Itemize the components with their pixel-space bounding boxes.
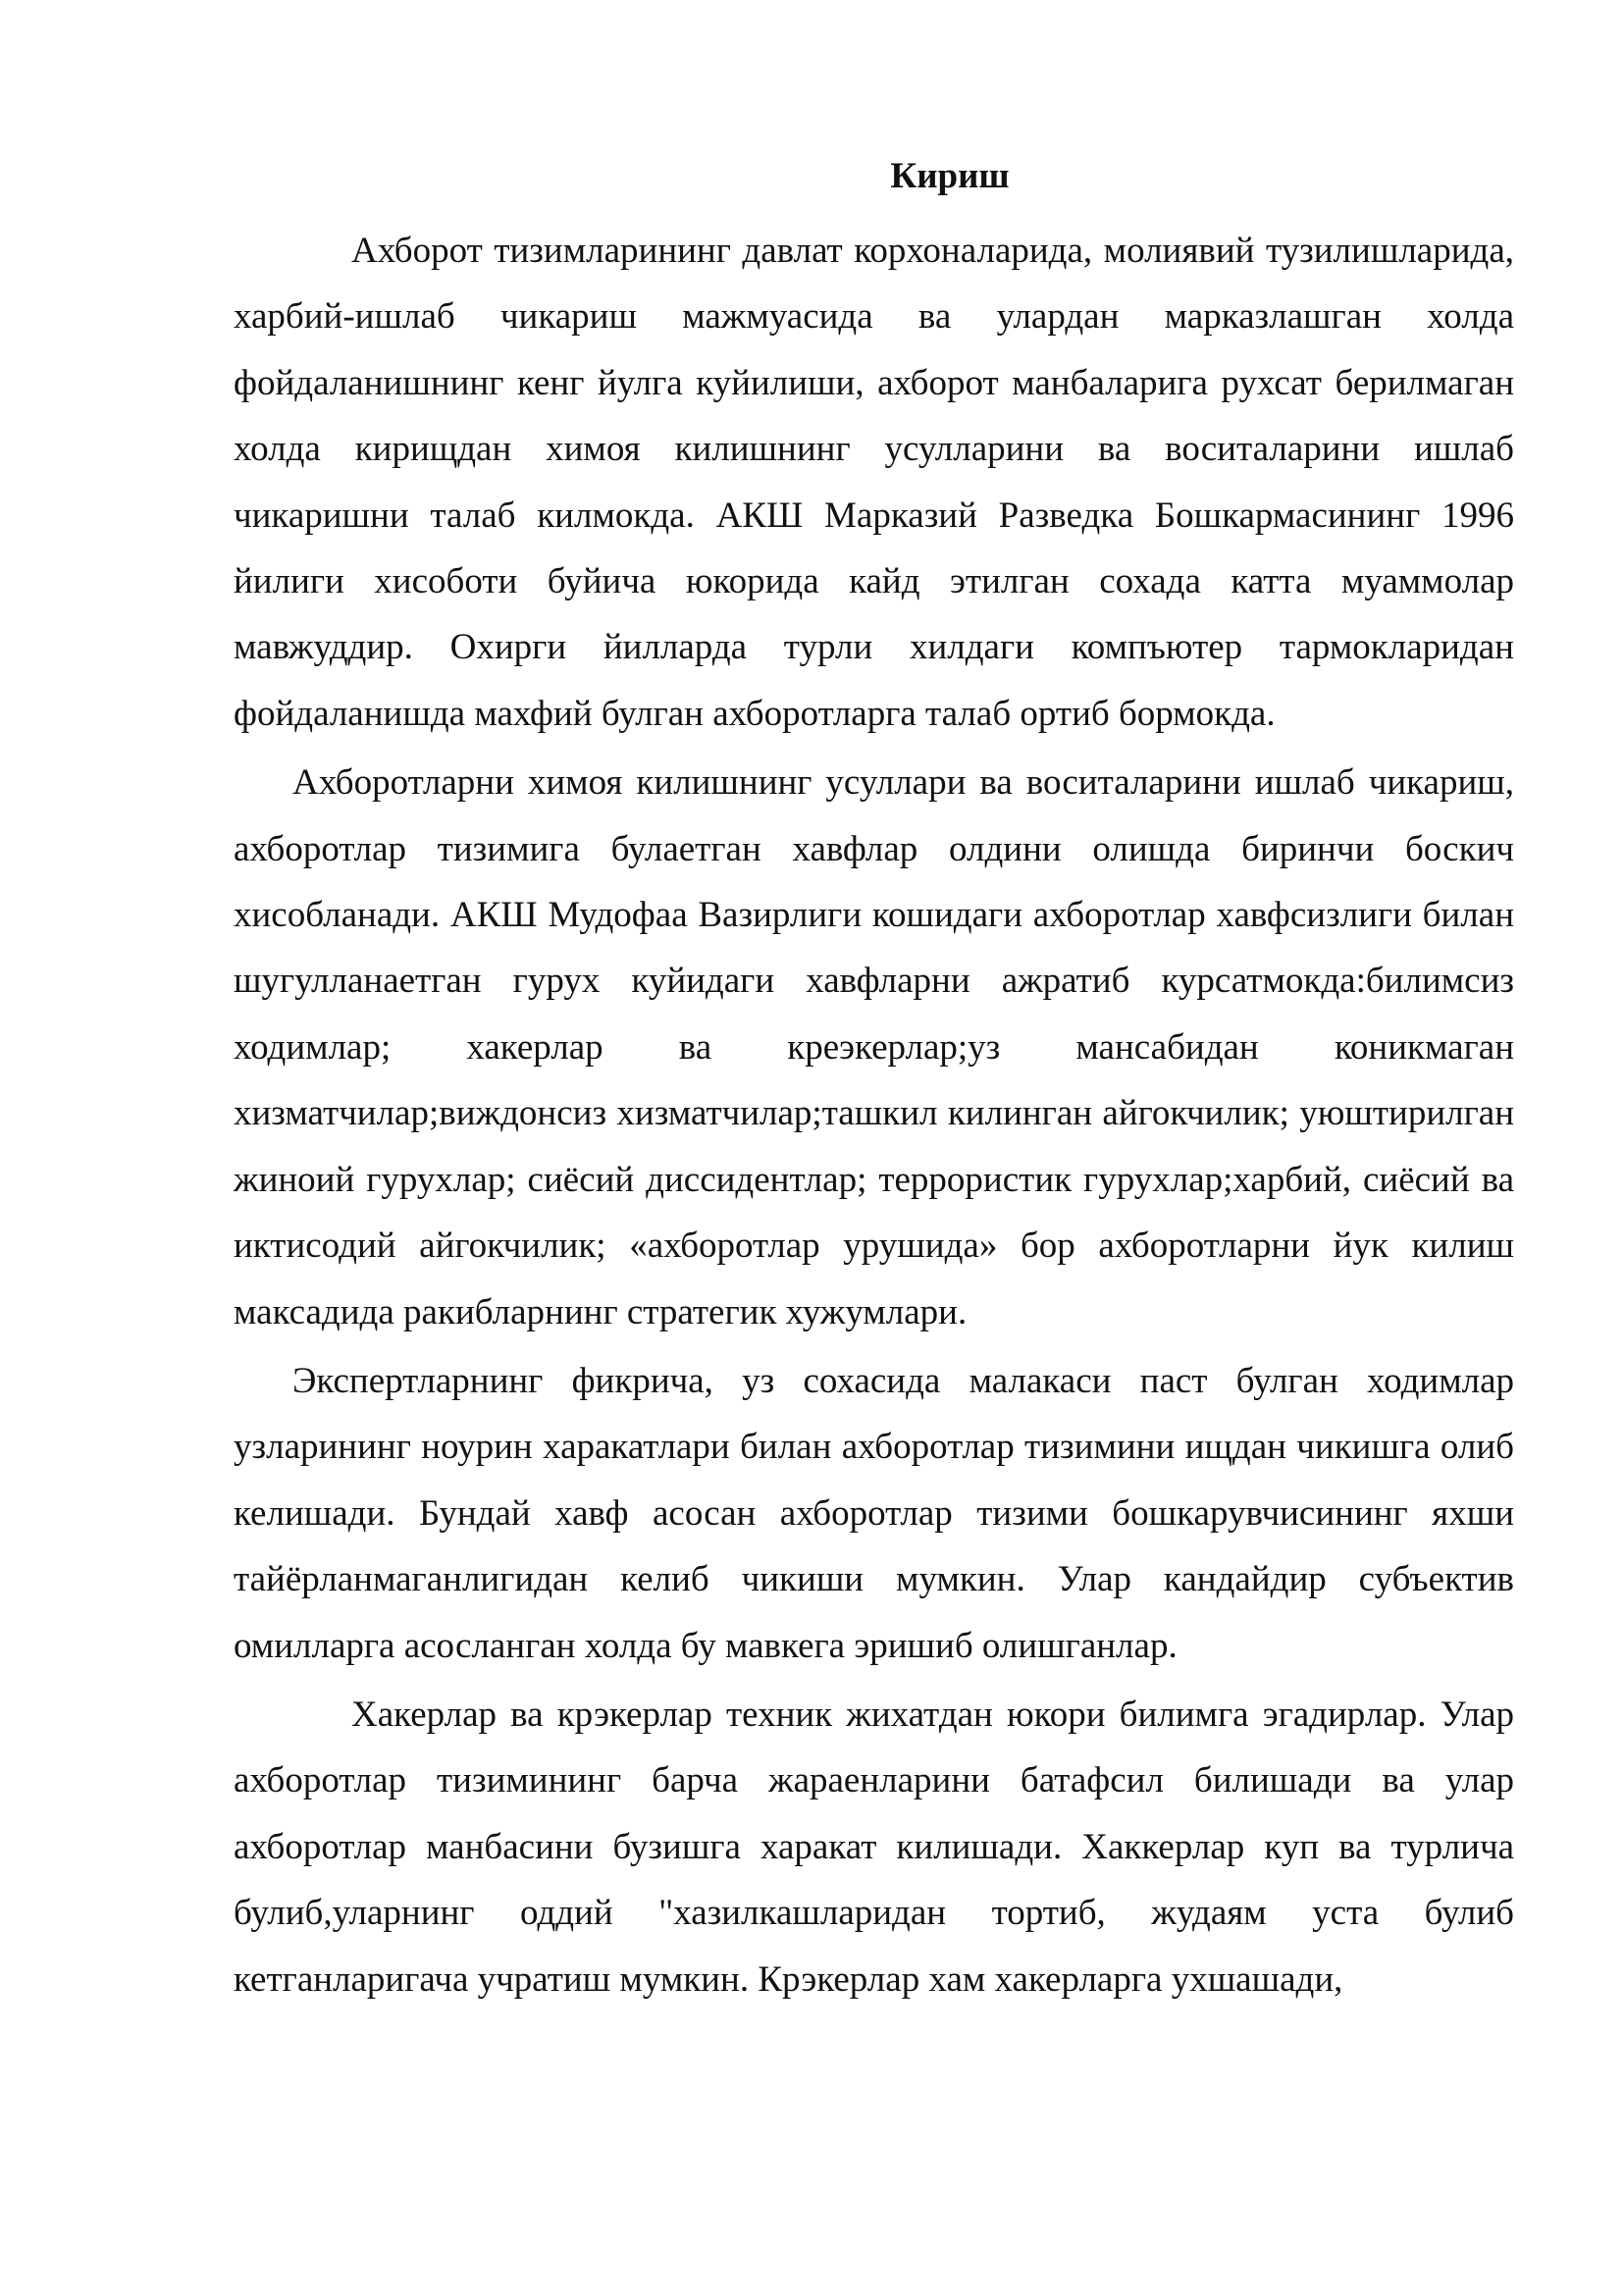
page-title: Кириш bbox=[890, 156, 1010, 196]
paragraph-experts: Экспертларнинг фикрича, уз сохасида малакаси паст булган ходимлар узларининг ноурин харакатлари билан ахборотлар тизимини ищдан чикишга олиб келишади. Бундай хавф асосан ахборотлар тизими бошкарувчисининг яхши тайёрланмаганлигидан келиб чикиши мумкин. Улар кандайдир субъектив омилларга асосланган холда бу мавкега эришиб олишганлар. bbox=[234, 1360, 1514, 1666]
paragraph-threats: Ахборотларни химоя килишнинг усуллари ва воситаларини ишлаб чикариш, ахборотлар тизимига булаетган хавфлар олдини олишда биринчи боскич хисобланади. АКШ Мудофаа Вазирлиги кошидаги ахборотлар хавфсизлиги билан шугулланаетган гурух куйидаги хавфларни ажратиб курсатмокда:билимсиз ходимлар; хакерлар ва креэкерлар;уз мансабидан коникмаган хизматчилар;виждонсиз хизматчилар;ташкил килинган айгокчилик; уюштирилган жиноий гурухлар; сиёсий диссидентлар; террористик гурухлар;харбий, сиёсий ва иктисодий айгокчилик; «ахборотлар урушида» бор ахборотларни йук килиш максадида ракибларнинг стратегик хужумлари. bbox=[234, 762, 1514, 1332]
document-page bbox=[234, 147, 1514, 2015]
paragraph-hackers: Хакерлар ва крэкерлар техник жихатдан юкори билимга эгадирлар. Улар ахборотлар тизимининг барча жараенларини батафсил билишади ва улар ахборотлар манбасини бузишга харакат килишади. Хаккерлар куп ва турлича булиб,уларнинг оддий "хазилкашларидан тортиб, жудаям уста булиб кетганларигача учратиш мумкин. Крэкерлар хам хакерларга ухшашади, bbox=[234, 1694, 1514, 2000]
paragraph-introduction: Ахборот тизимларининг давлат корхоналарида, молиявий тузилишларида, харбий-ишлаб чикариш мажмуасида ва улардан марказлашган холда фойдаланишнинг кенг йулга куйилиши, ахборот манбаларига рухсат берилмаган холда кирищдан химоя килишнинг усулларини ва воситаларини ишлаб чикаришни талаб килмокда. АКШ Марказий Разведка Бошкармасининг 1996 йилиги хисоботи буйича юкорида кайд этилган сохада катта муаммолар мавжуддир. Охирги йилларда турли хилдаги компъютер тармокларидан фойдаланишда махфий булган ахборотларга талаб ортиб бормокда. bbox=[234, 231, 1514, 734]
